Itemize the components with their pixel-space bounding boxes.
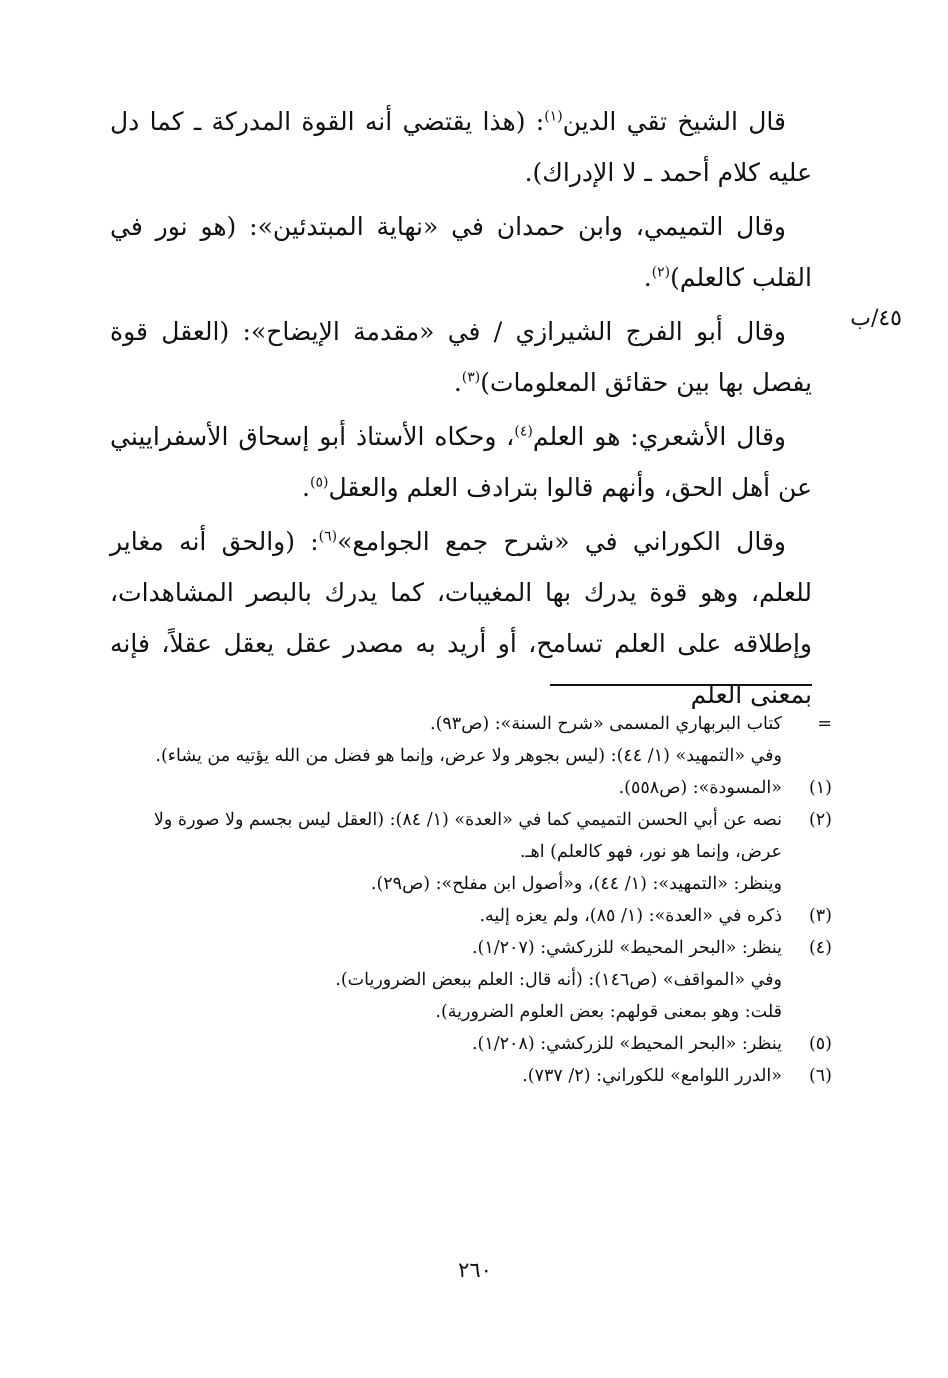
footnote-text (110, 1060, 782, 1092)
folio-marginal-note: ٤٥/ب (850, 306, 902, 331)
paragraph-4 (110, 411, 812, 513)
footnote-ref[interactable]: (٢) (651, 264, 671, 281)
footnote-2 (110, 804, 832, 900)
footnote-number: (٤) (808, 938, 832, 958)
footnote-number: (١) (808, 778, 832, 798)
paragraph-text: وقال الأشعري: هو العلم (532, 422, 786, 451)
footnote-line: «الدرر اللوامع» للكوراني: (٢/ ٧٣٧). (522, 1066, 782, 1086)
footnote-text (110, 900, 782, 932)
paragraph-1 (110, 96, 812, 198)
footnote-text (110, 708, 782, 772)
footnote-line: وينظر: «التمهيد»: (١/ ٤٤)، و«أصول ابن مفلح»: (ص٢٩). (370, 874, 782, 894)
footnote-6 (110, 1060, 832, 1092)
footnote-number: (٢) (808, 810, 832, 830)
footnote-line: كتاب البربهاري المسمى «شرح السنة»: (ص٩٣). (430, 714, 782, 734)
footnote-line: وفي «المواقف» (ص١٤٦): (أنه قال: العلم ببعض الضروريات). (335, 970, 782, 990)
footnote-text (110, 772, 782, 804)
footnote-line: وفي «التمهيد» (١/ ٤٤): (ليس بجوهر ولا عرض، وإنما هو فضل من الله يؤتيه من يشاء). (155, 746, 782, 766)
paragraph-3 (110, 306, 812, 408)
footnote-5 (110, 1028, 832, 1060)
paragraph-text: . (643, 263, 652, 292)
paragraph-text: وقال التميمي، وابن حمدان في «نهاية المبتدئين»: (هو نور في القلب كالعلم) (110, 212, 812, 292)
footnote-text (110, 932, 782, 1028)
footnote-line: نصه عن أبي الحسن التميمي كما في «العدة» (١/ ٨٤): (العقل ليس بجسم ولا صورة ولا عرض، وإنما هو نور، فهو كالعلم) اهـ. (153, 810, 782, 862)
paragraph-text: : (هذا يقتضي أنه القوة المدركة ـ كما دل عليه كلام أحمد ـ لا الإدراك). (110, 107, 812, 187)
page-number: ٢٦٠ (458, 1258, 492, 1282)
footnote-number: (٦) (808, 1066, 832, 1086)
footnote-line: ينظر: «البحر المحيط» للزركشي: (١/٢٠٧). (471, 938, 782, 958)
footnote-1 (110, 772, 832, 804)
main-text (110, 96, 812, 723)
footnotes (110, 708, 832, 1092)
footnote-number: = (817, 714, 832, 734)
paragraph-text: وقال الكوراني في «شرح جمع الجوامع» (337, 527, 786, 556)
footnote-text (110, 1028, 782, 1060)
paragraph-text: وقال أبو الفرج الشيرازي / في «مقدمة الإيضاح»: (العقل قوة يفصل بها بين حقائق المعلومات) (110, 317, 812, 397)
footnote-ref[interactable]: (٣) (461, 369, 481, 386)
footnote-text (110, 804, 782, 900)
paragraph-text: : (والحق أنه مغاير للعلم، وهو قوة يدرك بها المغيبات، كما يدرك بالبصر المشاهدات، وإطلاقه على العلم تسامح، أو أريد به مصدر عقل يعقل عقلاً، فإنه بمعنى العلم (110, 527, 812, 709)
footnote-ref[interactable]: (٤) (514, 423, 533, 440)
footnote-ref[interactable]: (٥) (309, 474, 329, 491)
footnote-ref[interactable]: (١) (544, 108, 563, 125)
footnote-line: «المسودة»: (ص٥٥٨). (618, 778, 782, 798)
footnote-line: ينظر: «البحر المحيط» للزركشي: (١/٢٠٨). (471, 1034, 782, 1054)
paragraph-text: قال الشيخ تقي الدين (562, 107, 786, 136)
footnote-separator (550, 684, 812, 686)
footnote-line: ذكره في «العدة»: (١/ ٨٥)، ولم يعزه إليه. (479, 906, 782, 926)
paragraph-text: ، وحكاه الأستاذ أبو إسحاق الأسفراييني عن أهل الحق، وأنهم قالوا بترادف العلم والعقل (110, 422, 812, 502)
footnote-line: قلت: وهو بمعنى قولهم: بعض العلوم الضرورية). (435, 1002, 782, 1022)
paragraph-5 (110, 516, 812, 720)
footnote-number: (٣) (808, 906, 832, 926)
footnote-continued (110, 708, 832, 772)
paragraph-2 (110, 201, 812, 303)
paragraph-text: . (453, 368, 462, 397)
paragraph-text: . (302, 473, 310, 502)
footnote-3 (110, 900, 832, 932)
footnote-ref[interactable]: (٦) (318, 528, 338, 545)
footnote-4 (110, 932, 832, 1028)
footnote-number: (٥) (808, 1034, 832, 1054)
